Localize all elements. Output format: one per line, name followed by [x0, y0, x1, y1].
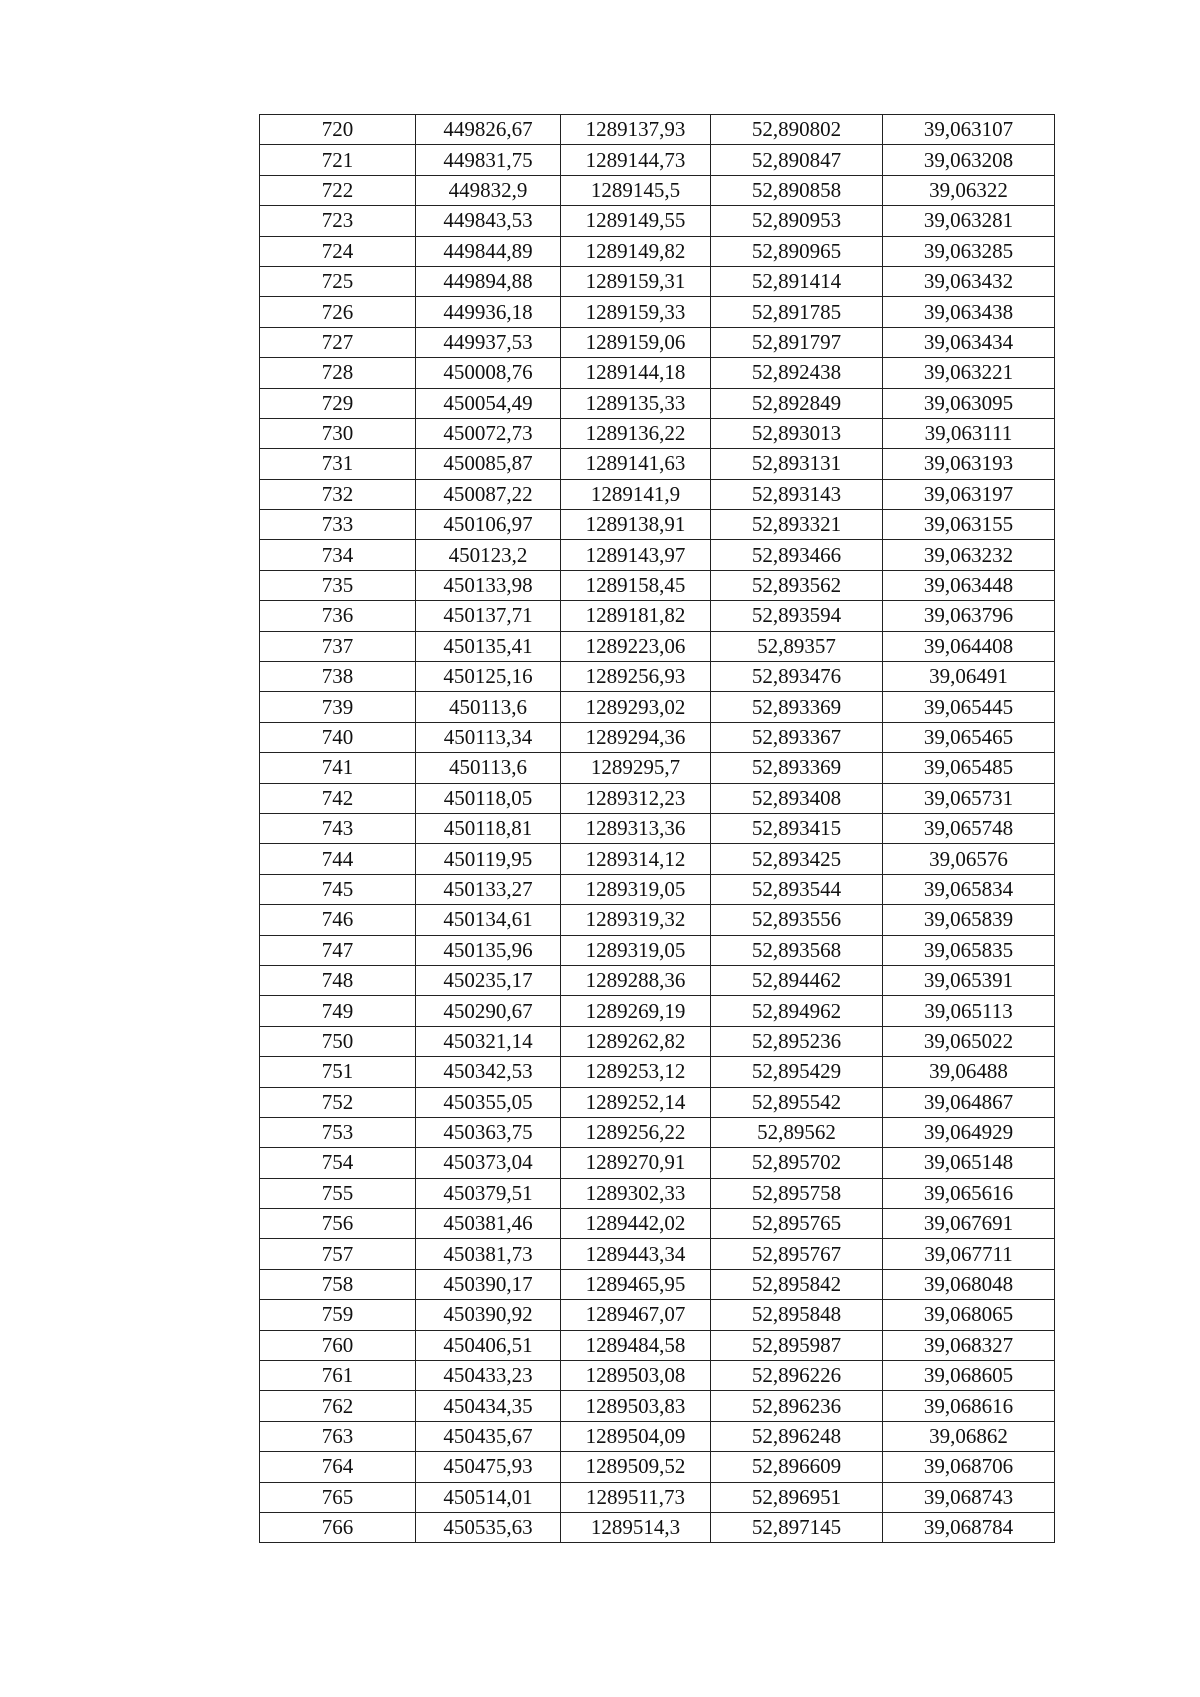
- table-row: [260, 266, 1055, 296]
- longitude-cell: 39,068327: [883, 1330, 1055, 1360]
- point-number-cell: 722: [260, 175, 416, 205]
- table-row: [260, 1057, 1055, 1087]
- longitude-cell: 39,063221: [883, 358, 1055, 388]
- x-coordinate-cell: 450475,93: [416, 1452, 561, 1482]
- table-row: [260, 1391, 1055, 1421]
- x-coordinate-cell: 450355,05: [416, 1087, 561, 1117]
- longitude-cell: 39,064867: [883, 1087, 1055, 1117]
- point-number-cell: 726: [260, 297, 416, 327]
- table-row: [260, 722, 1055, 752]
- point-number-cell: 764: [260, 1452, 416, 1482]
- y-coordinate-cell: 1289313,36: [561, 813, 711, 843]
- y-coordinate-cell: 1289149,55: [561, 206, 711, 236]
- x-coordinate-cell: 450433,23: [416, 1361, 561, 1391]
- y-coordinate-cell: 1289293,02: [561, 692, 711, 722]
- table-row: [260, 965, 1055, 995]
- longitude-cell: 39,063434: [883, 327, 1055, 357]
- x-coordinate-cell: 450379,51: [416, 1178, 561, 1208]
- latitude-cell: 52,891785: [711, 297, 883, 327]
- x-coordinate-cell: 450406,51: [416, 1330, 561, 1360]
- point-number-cell: 753: [260, 1117, 416, 1147]
- latitude-cell: 52,893425: [711, 844, 883, 874]
- longitude-cell: 39,06491: [883, 662, 1055, 692]
- x-coordinate-cell: 450106,97: [416, 510, 561, 540]
- latitude-cell: 52,893476: [711, 662, 883, 692]
- longitude-cell: 39,063197: [883, 479, 1055, 509]
- longitude-cell: 39,068743: [883, 1482, 1055, 1512]
- x-coordinate-cell: 449826,67: [416, 115, 561, 145]
- point-number-cell: 736: [260, 601, 416, 631]
- y-coordinate-cell: 1289269,19: [561, 996, 711, 1026]
- x-coordinate-cell: 450390,17: [416, 1269, 561, 1299]
- latitude-cell: 52,890858: [711, 175, 883, 205]
- y-coordinate-cell: 1289503,83: [561, 1391, 711, 1421]
- table-row: [260, 844, 1055, 874]
- x-coordinate-cell: 450135,41: [416, 631, 561, 661]
- table-row: [260, 662, 1055, 692]
- y-coordinate-cell: 1289503,08: [561, 1361, 711, 1391]
- longitude-cell: 39,063155: [883, 510, 1055, 540]
- x-coordinate-cell: 450235,17: [416, 965, 561, 995]
- latitude-cell: 52,893556: [711, 905, 883, 935]
- table-row: [260, 1209, 1055, 1239]
- table-row: [260, 1239, 1055, 1269]
- latitude-cell: 52,890802: [711, 115, 883, 145]
- longitude-cell: 39,063281: [883, 206, 1055, 236]
- x-coordinate-cell: 449937,53: [416, 327, 561, 357]
- y-coordinate-cell: 1289252,14: [561, 1087, 711, 1117]
- longitude-cell: 39,063432: [883, 266, 1055, 296]
- table-row: [260, 145, 1055, 175]
- latitude-cell: 52,895987: [711, 1330, 883, 1360]
- longitude-cell: 39,065485: [883, 753, 1055, 783]
- x-coordinate-cell: 450119,95: [416, 844, 561, 874]
- x-coordinate-cell: 450373,04: [416, 1148, 561, 1178]
- point-number-cell: 730: [260, 418, 416, 448]
- table-row: [260, 1117, 1055, 1147]
- point-number-cell: 746: [260, 905, 416, 935]
- y-coordinate-cell: 1289514,3: [561, 1512, 711, 1542]
- longitude-cell: 39,06862: [883, 1421, 1055, 1451]
- longitude-cell: 39,065465: [883, 722, 1055, 752]
- x-coordinate-cell: 450133,27: [416, 874, 561, 904]
- latitude-cell: 52,894462: [711, 965, 883, 995]
- x-coordinate-cell: 450113,34: [416, 722, 561, 752]
- longitude-cell: 39,068605: [883, 1361, 1055, 1391]
- y-coordinate-cell: 1289319,32: [561, 905, 711, 935]
- x-coordinate-cell: 449894,88: [416, 266, 561, 296]
- table-row: [260, 479, 1055, 509]
- point-number-cell: 756: [260, 1209, 416, 1239]
- latitude-cell: 52,894962: [711, 996, 883, 1026]
- y-coordinate-cell: 1289256,93: [561, 662, 711, 692]
- longitude-cell: 39,063285: [883, 236, 1055, 266]
- longitude-cell: 39,068065: [883, 1300, 1055, 1330]
- x-coordinate-cell: 449832,9: [416, 175, 561, 205]
- latitude-cell: 52,893466: [711, 540, 883, 570]
- point-number-cell: 737: [260, 631, 416, 661]
- x-coordinate-cell: 450134,61: [416, 905, 561, 935]
- coordinates-table-body: [260, 115, 1055, 1543]
- y-coordinate-cell: 1289504,09: [561, 1421, 711, 1451]
- x-coordinate-cell: 450290,67: [416, 996, 561, 1026]
- x-coordinate-cell: 450113,6: [416, 692, 561, 722]
- y-coordinate-cell: 1289253,12: [561, 1057, 711, 1087]
- x-coordinate-cell: 450390,92: [416, 1300, 561, 1330]
- y-coordinate-cell: 1289144,18: [561, 358, 711, 388]
- point-number-cell: 731: [260, 449, 416, 479]
- table-row: [260, 1087, 1055, 1117]
- y-coordinate-cell: 1289141,63: [561, 449, 711, 479]
- point-number-cell: 723: [260, 206, 416, 236]
- y-coordinate-cell: 1289319,05: [561, 935, 711, 965]
- y-coordinate-cell: 1289467,07: [561, 1300, 711, 1330]
- longitude-cell: 39,068784: [883, 1512, 1055, 1542]
- x-coordinate-cell: 450321,14: [416, 1026, 561, 1056]
- y-coordinate-cell: 1289144,73: [561, 145, 711, 175]
- latitude-cell: 52,893143: [711, 479, 883, 509]
- y-coordinate-cell: 1289294,36: [561, 722, 711, 752]
- longitude-cell: 39,063438: [883, 297, 1055, 327]
- y-coordinate-cell: 1289181,82: [561, 601, 711, 631]
- y-coordinate-cell: 1289141,9: [561, 479, 711, 509]
- latitude-cell: 52,893369: [711, 692, 883, 722]
- point-number-cell: 743: [260, 813, 416, 843]
- table-row: [260, 206, 1055, 236]
- latitude-cell: 52,891797: [711, 327, 883, 357]
- longitude-cell: 39,063448: [883, 570, 1055, 600]
- point-number-cell: 759: [260, 1300, 416, 1330]
- table-row: [260, 1178, 1055, 1208]
- table-row: [260, 1482, 1055, 1512]
- point-number-cell: 721: [260, 145, 416, 175]
- point-number-cell: 754: [260, 1148, 416, 1178]
- point-number-cell: 765: [260, 1482, 416, 1512]
- y-coordinate-cell: 1289256,22: [561, 1117, 711, 1147]
- longitude-cell: 39,063232: [883, 540, 1055, 570]
- table-row: [260, 297, 1055, 327]
- y-coordinate-cell: 1289270,91: [561, 1148, 711, 1178]
- longitude-cell: 39,065148: [883, 1148, 1055, 1178]
- longitude-cell: 39,065113: [883, 996, 1055, 1026]
- y-coordinate-cell: 1289288,36: [561, 965, 711, 995]
- point-number-cell: 741: [260, 753, 416, 783]
- x-coordinate-cell: 450381,46: [416, 1209, 561, 1239]
- point-number-cell: 738: [260, 662, 416, 692]
- table-row: [260, 1026, 1055, 1056]
- table-row: [260, 540, 1055, 570]
- latitude-cell: 52,890965: [711, 236, 883, 266]
- latitude-cell: 52,893367: [711, 722, 883, 752]
- table-row: [260, 115, 1055, 145]
- x-coordinate-cell: 450118,81: [416, 813, 561, 843]
- point-number-cell: 734: [260, 540, 416, 570]
- latitude-cell: 52,895542: [711, 1087, 883, 1117]
- longitude-cell: 39,063208: [883, 145, 1055, 175]
- x-coordinate-cell: 450087,22: [416, 479, 561, 509]
- longitude-cell: 39,068616: [883, 1391, 1055, 1421]
- longitude-cell: 39,065731: [883, 783, 1055, 813]
- point-number-cell: 758: [260, 1269, 416, 1299]
- longitude-cell: 39,063796: [883, 601, 1055, 631]
- table-row: [260, 1148, 1055, 1178]
- table-row: [260, 1269, 1055, 1299]
- y-coordinate-cell: 1289143,97: [561, 540, 711, 570]
- point-number-cell: 755: [260, 1178, 416, 1208]
- y-coordinate-cell: 1289312,23: [561, 783, 711, 813]
- table-row: [260, 418, 1055, 448]
- table-row: [260, 510, 1055, 540]
- point-number-cell: 766: [260, 1512, 416, 1542]
- table-row: [260, 327, 1055, 357]
- table-row: [260, 388, 1055, 418]
- longitude-cell: 39,06322: [883, 175, 1055, 205]
- y-coordinate-cell: 1289136,22: [561, 418, 711, 448]
- point-number-cell: 740: [260, 722, 416, 752]
- x-coordinate-cell: 450133,98: [416, 570, 561, 600]
- longitude-cell: 39,06488: [883, 1057, 1055, 1087]
- point-number-cell: 762: [260, 1391, 416, 1421]
- longitude-cell: 39,065839: [883, 905, 1055, 935]
- point-number-cell: 751: [260, 1057, 416, 1087]
- x-coordinate-cell: 450113,6: [416, 753, 561, 783]
- point-number-cell: 761: [260, 1361, 416, 1391]
- longitude-cell: 39,065834: [883, 874, 1055, 904]
- y-coordinate-cell: 1289149,82: [561, 236, 711, 266]
- table-row: [260, 570, 1055, 600]
- point-number-cell: 742: [260, 783, 416, 813]
- table-row: [260, 449, 1055, 479]
- y-coordinate-cell: 1289159,31: [561, 266, 711, 296]
- longitude-cell: 39,068048: [883, 1269, 1055, 1299]
- latitude-cell: 52,892849: [711, 388, 883, 418]
- y-coordinate-cell: 1289442,02: [561, 1209, 711, 1239]
- latitude-cell: 52,895767: [711, 1239, 883, 1269]
- point-number-cell: 750: [260, 1026, 416, 1056]
- y-coordinate-cell: 1289295,7: [561, 753, 711, 783]
- point-number-cell: 749: [260, 996, 416, 1026]
- longitude-cell: 39,065391: [883, 965, 1055, 995]
- point-number-cell: 748: [260, 965, 416, 995]
- y-coordinate-cell: 1289509,52: [561, 1452, 711, 1482]
- point-number-cell: 733: [260, 510, 416, 540]
- y-coordinate-cell: 1289314,12: [561, 844, 711, 874]
- latitude-cell: 52,896226: [711, 1361, 883, 1391]
- latitude-cell: 52,890953: [711, 206, 883, 236]
- latitude-cell: 52,895842: [711, 1269, 883, 1299]
- x-coordinate-cell: 450072,73: [416, 418, 561, 448]
- longitude-cell: 39,065616: [883, 1178, 1055, 1208]
- table-row: [260, 1452, 1055, 1482]
- point-number-cell: 744: [260, 844, 416, 874]
- coordinates-table: [259, 114, 1055, 1543]
- longitude-cell: 39,067691: [883, 1209, 1055, 1239]
- y-coordinate-cell: 1289137,93: [561, 115, 711, 145]
- table-row: [260, 1330, 1055, 1360]
- x-coordinate-cell: 449831,75: [416, 145, 561, 175]
- table-row: [260, 905, 1055, 935]
- x-coordinate-cell: 449843,53: [416, 206, 561, 236]
- latitude-cell: 52,895236: [711, 1026, 883, 1056]
- table-row: [260, 1512, 1055, 1542]
- latitude-cell: 52,892438: [711, 358, 883, 388]
- y-coordinate-cell: 1289511,73: [561, 1482, 711, 1512]
- latitude-cell: 52,896236: [711, 1391, 883, 1421]
- latitude-cell: 52,893562: [711, 570, 883, 600]
- latitude-cell: 52,896609: [711, 1452, 883, 1482]
- y-coordinate-cell: 1289159,33: [561, 297, 711, 327]
- point-number-cell: 724: [260, 236, 416, 266]
- latitude-cell: 52,895758: [711, 1178, 883, 1208]
- longitude-cell: 39,064408: [883, 631, 1055, 661]
- x-coordinate-cell: 449844,89: [416, 236, 561, 266]
- point-number-cell: 725: [260, 266, 416, 296]
- latitude-cell: 52,890847: [711, 145, 883, 175]
- table-row: [260, 874, 1055, 904]
- longitude-cell: 39,065748: [883, 813, 1055, 843]
- table-row: [260, 692, 1055, 722]
- y-coordinate-cell: 1289138,91: [561, 510, 711, 540]
- point-number-cell: 747: [260, 935, 416, 965]
- longitude-cell: 39,06576: [883, 844, 1055, 874]
- table-row: [260, 935, 1055, 965]
- latitude-cell: 52,89562: [711, 1117, 883, 1147]
- longitude-cell: 39,063095: [883, 388, 1055, 418]
- y-coordinate-cell: 1289302,33: [561, 1178, 711, 1208]
- x-coordinate-cell: 450535,63: [416, 1512, 561, 1542]
- latitude-cell: 52,893594: [711, 601, 883, 631]
- y-coordinate-cell: 1289223,06: [561, 631, 711, 661]
- longitude-cell: 39,063107: [883, 115, 1055, 145]
- longitude-cell: 39,065445: [883, 692, 1055, 722]
- x-coordinate-cell: 450342,53: [416, 1057, 561, 1087]
- point-number-cell: 757: [260, 1239, 416, 1269]
- y-coordinate-cell: 1289443,34: [561, 1239, 711, 1269]
- table-row: [260, 1421, 1055, 1451]
- point-number-cell: 735: [260, 570, 416, 600]
- x-coordinate-cell: 450085,87: [416, 449, 561, 479]
- y-coordinate-cell: 1289159,06: [561, 327, 711, 357]
- table-row: [260, 783, 1055, 813]
- point-number-cell: 739: [260, 692, 416, 722]
- x-coordinate-cell: 450125,16: [416, 662, 561, 692]
- table-row: [260, 813, 1055, 843]
- latitude-cell: 52,896951: [711, 1482, 883, 1512]
- y-coordinate-cell: 1289484,58: [561, 1330, 711, 1360]
- x-coordinate-cell: 450381,73: [416, 1239, 561, 1269]
- point-number-cell: 728: [260, 358, 416, 388]
- y-coordinate-cell: 1289158,45: [561, 570, 711, 600]
- latitude-cell: 52,896248: [711, 1421, 883, 1451]
- y-coordinate-cell: 1289262,82: [561, 1026, 711, 1056]
- y-coordinate-cell: 1289319,05: [561, 874, 711, 904]
- longitude-cell: 39,067711: [883, 1239, 1055, 1269]
- latitude-cell: 52,893408: [711, 783, 883, 813]
- point-number-cell: 720: [260, 115, 416, 145]
- latitude-cell: 52,89357: [711, 631, 883, 661]
- table-row: [260, 236, 1055, 266]
- x-coordinate-cell: 449936,18: [416, 297, 561, 327]
- x-coordinate-cell: 450434,35: [416, 1391, 561, 1421]
- point-number-cell: 729: [260, 388, 416, 418]
- longitude-cell: 39,064929: [883, 1117, 1055, 1147]
- x-coordinate-cell: 450435,67: [416, 1421, 561, 1451]
- latitude-cell: 52,895848: [711, 1300, 883, 1330]
- table-row: [260, 601, 1055, 631]
- longitude-cell: 39,065835: [883, 935, 1055, 965]
- latitude-cell: 52,893321: [711, 510, 883, 540]
- latitude-cell: 52,893415: [711, 813, 883, 843]
- x-coordinate-cell: 450137,71: [416, 601, 561, 631]
- latitude-cell: 52,895765: [711, 1209, 883, 1239]
- x-coordinate-cell: 450123,2: [416, 540, 561, 570]
- point-number-cell: 727: [260, 327, 416, 357]
- table-row: [260, 358, 1055, 388]
- latitude-cell: 52,893131: [711, 449, 883, 479]
- y-coordinate-cell: 1289145,5: [561, 175, 711, 205]
- latitude-cell: 52,895429: [711, 1057, 883, 1087]
- table-row: [260, 1300, 1055, 1330]
- table-row: [260, 996, 1055, 1026]
- longitude-cell: 39,063111: [883, 418, 1055, 448]
- longitude-cell: 39,068706: [883, 1452, 1055, 1482]
- point-number-cell: 760: [260, 1330, 416, 1360]
- latitude-cell: 52,893544: [711, 874, 883, 904]
- point-number-cell: 745: [260, 874, 416, 904]
- table-row: [260, 753, 1055, 783]
- point-number-cell: 763: [260, 1421, 416, 1451]
- latitude-cell: 52,893568: [711, 935, 883, 965]
- latitude-cell: 52,893013: [711, 418, 883, 448]
- x-coordinate-cell: 450054,49: [416, 388, 561, 418]
- latitude-cell: 52,891414: [711, 266, 883, 296]
- latitude-cell: 52,895702: [711, 1148, 883, 1178]
- table-row: [260, 1361, 1055, 1391]
- table-row: [260, 175, 1055, 205]
- point-number-cell: 752: [260, 1087, 416, 1117]
- longitude-cell: 39,065022: [883, 1026, 1055, 1056]
- table-row: [260, 631, 1055, 661]
- y-coordinate-cell: 1289135,33: [561, 388, 711, 418]
- longitude-cell: 39,063193: [883, 449, 1055, 479]
- x-coordinate-cell: 450008,76: [416, 358, 561, 388]
- latitude-cell: 52,897145: [711, 1512, 883, 1542]
- latitude-cell: 52,893369: [711, 753, 883, 783]
- x-coordinate-cell: 450363,75: [416, 1117, 561, 1147]
- x-coordinate-cell: 450514,01: [416, 1482, 561, 1512]
- y-coordinate-cell: 1289465,95: [561, 1269, 711, 1299]
- x-coordinate-cell: 450135,96: [416, 935, 561, 965]
- x-coordinate-cell: 450118,05: [416, 783, 561, 813]
- point-number-cell: 732: [260, 479, 416, 509]
